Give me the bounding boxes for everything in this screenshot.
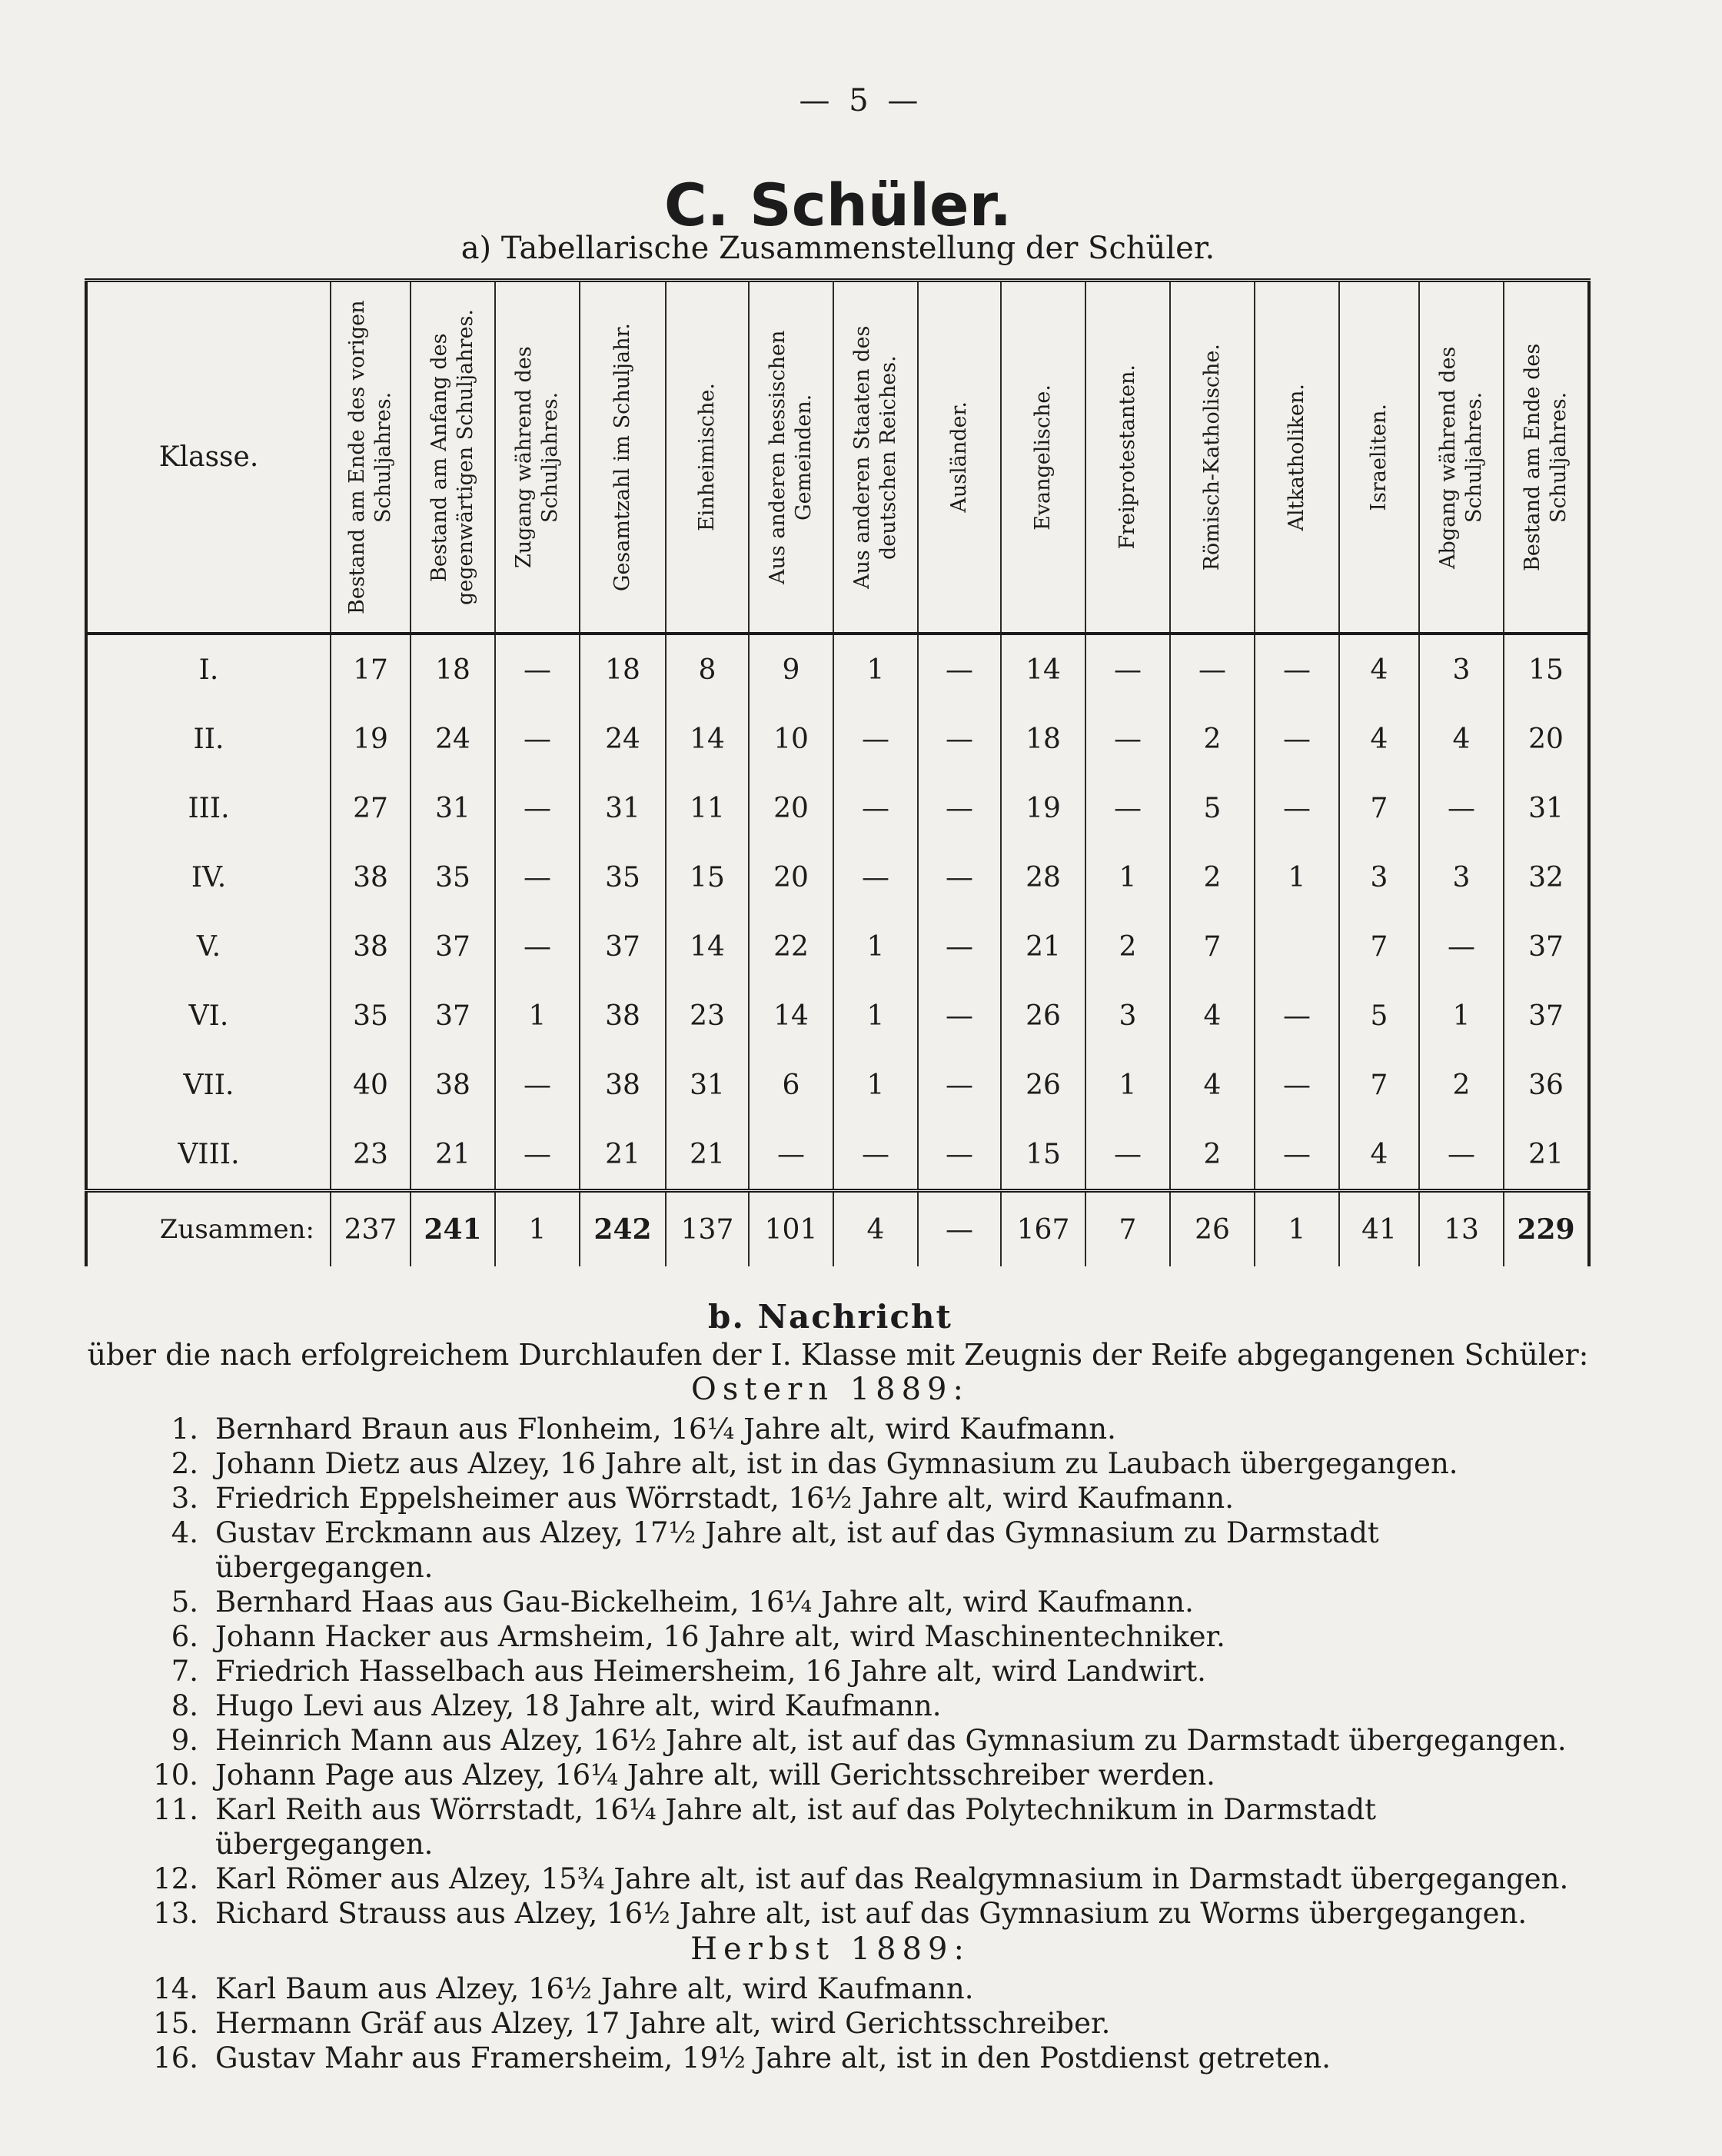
column-header: Zugang während des Schuljahres.	[495, 281, 580, 634]
table-cell: 15	[1001, 1120, 1085, 1191]
table-row	[86, 843, 1589, 912]
table-cell: 4	[833, 1191, 918, 1267]
column-header: Bestand am Ende des Schuljahres.	[1504, 281, 1589, 634]
table-cell: —	[749, 1120, 833, 1191]
table-cell: 37	[1504, 912, 1589, 981]
list-item	[0, 1619, 1584, 1654]
list-item	[0, 2006, 1584, 2041]
class-cell: Zusammen:	[86, 1191, 331, 1267]
table-cell: 31	[666, 1050, 749, 1120]
table-cell: 1	[1085, 1050, 1170, 1120]
list-item	[0, 1689, 1584, 1723]
class-cell: VIII.	[86, 1120, 331, 1191]
list-item	[0, 1585, 1584, 1619]
list-item-number: 2.	[171, 1447, 198, 1480]
list-item	[0, 1516, 1584, 1585]
table-cell: 14	[666, 704, 749, 774]
table-cell: —	[1085, 704, 1170, 774]
herbst-graduate-list	[0, 1971, 1584, 2075]
table-cell: 4	[1170, 1050, 1255, 1120]
list-item-text: Friedrich Eppelsheimer aus Wörrstadt, 16½ Jahre alt, wird Kaufmann.	[215, 1482, 1234, 1515]
class-cell: II.	[86, 704, 331, 774]
table-cell: —	[918, 704, 1001, 774]
table-cell: 237	[331, 1191, 411, 1267]
table-cell: —	[495, 704, 580, 774]
table-cell: —	[918, 843, 1001, 912]
table-cell: —	[495, 1050, 580, 1120]
table-cell: 1	[1419, 981, 1504, 1050]
table-cell: 31	[1504, 774, 1589, 843]
table-cell: —	[918, 1050, 1001, 1120]
table-cell: —	[495, 634, 580, 704]
list-item-text: Johann Hacker aus Armsheim, 16 Jahre alt, wird Maschinentechniker.	[215, 1620, 1225, 1653]
table-cell	[1255, 912, 1339, 981]
table-cell: —	[918, 1191, 1001, 1267]
table-cell: 4	[1339, 1120, 1419, 1191]
list-item	[0, 2041, 1584, 2075]
table-cell: 14	[749, 981, 833, 1050]
list-item-text: Gustav Erckmann aus Alzey, 17½ Jahre alt, ist auf das Gymnasium zu Darmstadt übergegangen.	[215, 1516, 1379, 1584]
list-item-number: 8.	[171, 1689, 198, 1722]
table-row	[86, 704, 1589, 774]
list-item-number: 9.	[171, 1724, 198, 1757]
list-item-text: Bernhard Braun aus Flonheim, 16¼ Jahre alt, wird Kaufmann.	[215, 1412, 1116, 1446]
table-cell: 3	[1419, 634, 1504, 704]
table-cell: 23	[666, 981, 749, 1050]
table-cell: —	[495, 774, 580, 843]
table-cell: —	[1419, 774, 1504, 843]
table-cell: 17	[331, 634, 411, 704]
table-cell: 4	[1170, 981, 1255, 1050]
table-cell: 37	[411, 912, 495, 981]
table-cell: 101	[749, 1191, 833, 1267]
table-cell: 15	[666, 843, 749, 912]
column-header: Einheimische.	[666, 281, 749, 634]
table-row	[86, 1120, 1589, 1191]
table-cell: 19	[331, 704, 411, 774]
column-header: Bestand am Anfang des gegenwärtigen Schuljahres.	[411, 281, 495, 634]
list-item-text: Karl Reith aus Wörrstadt, 16¼ Jahre alt, ist auf das Polytechnikum in Darmstadt übergegangen.	[215, 1793, 1377, 1861]
table-cell: 2	[1419, 1050, 1504, 1120]
table-row	[86, 1050, 1589, 1120]
class-cell: IV.	[86, 843, 331, 912]
list-item-number: 6.	[171, 1620, 198, 1653]
table-cell: 7	[1085, 1191, 1170, 1267]
column-header: Aus anderen Staaten des deutschen Reiches.	[833, 281, 918, 634]
table-cell: —	[495, 1120, 580, 1191]
table-cell: 32	[1504, 843, 1589, 912]
list-item-number: 11.	[153, 1793, 198, 1826]
section-title: C. Schüler.	[663, 171, 1012, 239]
table-row	[86, 634, 1589, 704]
table-cell: 2	[1170, 843, 1255, 912]
table-cell: 20	[749, 843, 833, 912]
page-number: — 5 —	[799, 83, 923, 118]
table-cell: 19	[1001, 774, 1085, 843]
list-item	[0, 1896, 1584, 1931]
table-cell: 5	[1339, 981, 1419, 1050]
column-header: Israeliten.	[1339, 281, 1419, 634]
table-cell: —	[1255, 774, 1339, 843]
table-cell: 7	[1339, 912, 1419, 981]
table-cell: —	[1255, 1050, 1339, 1120]
table-cell: 8	[666, 634, 749, 704]
table-cell: 37	[411, 981, 495, 1050]
column-header: Altkatholiken.	[1255, 281, 1339, 634]
table-cell: 1	[833, 912, 918, 981]
table-cell: 31	[580, 774, 666, 843]
table-cell: 2	[1170, 704, 1255, 774]
table-cell: 18	[1001, 704, 1085, 774]
table-cell: 21	[666, 1120, 749, 1191]
column-header: Bestand am Ende des vorigen Schuljahres.	[331, 281, 411, 634]
table-cell: 242	[580, 1191, 666, 1267]
list-item-text: Hugo Levi aus Alzey, 18 Jahre alt, wird Kaufmann.	[215, 1689, 942, 1722]
list-item	[0, 1481, 1584, 1516]
column-header: Evangelische.	[1001, 281, 1085, 634]
table-cell: 229	[1504, 1191, 1589, 1267]
table-cell: —	[1419, 912, 1504, 981]
list-item-text: Bernhard Haas aus Gau-Bickelheim, 16¼ Jahre alt, wird Kaufmann.	[215, 1585, 1194, 1619]
table-cell: 2	[1085, 912, 1170, 981]
list-item	[0, 1862, 1584, 1896]
table-cell: 21	[1001, 912, 1085, 981]
table-cell: 7	[1339, 774, 1419, 843]
table-cell: 38	[580, 981, 666, 1050]
table-cell: 35	[331, 981, 411, 1050]
list-item-number: 10.	[153, 1758, 198, 1792]
table-cell: 167	[1001, 1191, 1085, 1267]
table-cell: 1	[495, 981, 580, 1050]
table-cell: 3	[1085, 981, 1170, 1050]
table-cell: 26	[1170, 1191, 1255, 1267]
table-cell: 4	[1339, 704, 1419, 774]
table-cell: 35	[411, 843, 495, 912]
list-item-text: Karl Römer aus Alzey, 15¾ Jahre alt, ist auf das Realgymnasium in Darmstadt übergegangen.	[215, 1862, 1569, 1895]
list-item	[0, 1792, 1584, 1862]
list-item-number: 1.	[171, 1412, 198, 1446]
table-cell: 1	[1085, 843, 1170, 912]
table-cell: 35	[580, 843, 666, 912]
table-cell: —	[1255, 1120, 1339, 1191]
table-cell: 1	[833, 981, 918, 1050]
table-cell: —	[918, 774, 1001, 843]
list-item-number: 4.	[171, 1516, 198, 1549]
list-item-text: Johann Page aus Alzey, 16¼ Jahre alt, will Gerichtsschreiber werden.	[215, 1758, 1215, 1792]
table-cell: —	[1255, 704, 1339, 774]
table-cell: 5	[1170, 774, 1255, 843]
column-header: Gesamtzahl im Schuljahr.	[580, 281, 666, 634]
column-header-klasse: Klasse.	[86, 281, 331, 634]
list-item-number: 7.	[171, 1655, 198, 1688]
table-cell: 13	[1419, 1191, 1504, 1267]
list-item-text: Johann Dietz aus Alzey, 16 Jahre alt, ist in das Gymnasium zu Laubach übergegangen.	[215, 1447, 1458, 1480]
table-cell: —	[495, 912, 580, 981]
table-cell: 18	[580, 634, 666, 704]
table-cell: 4	[1339, 634, 1419, 704]
table-cell: 1	[833, 634, 918, 704]
table-cell: 1	[1255, 843, 1339, 912]
list-item-number: 13.	[153, 1897, 198, 1930]
table-cell: 41	[1339, 1191, 1419, 1267]
table-cell: 31	[411, 774, 495, 843]
table-cell: —	[918, 912, 1001, 981]
table-cell: 37	[1504, 981, 1589, 1050]
table-cell: 9	[749, 634, 833, 704]
list-item-number: 5.	[171, 1585, 198, 1619]
table-cell: —	[918, 981, 1001, 1050]
ostern-graduate-list	[0, 1412, 1584, 1931]
class-cell: I.	[86, 634, 331, 704]
table-cell: 7	[1339, 1050, 1419, 1120]
table-row	[86, 981, 1589, 1050]
table-cell: —	[495, 843, 580, 912]
list-item-number: 16.	[153, 2041, 198, 2074]
table-cell: 21	[1504, 1120, 1589, 1191]
table-cell: —	[918, 634, 1001, 704]
column-header: Römisch-Katholische.	[1170, 281, 1255, 634]
table-cell: —	[1085, 1120, 1170, 1191]
table-row	[86, 774, 1589, 843]
table-cell: 3	[1339, 843, 1419, 912]
list-item-number: 3.	[171, 1482, 198, 1515]
table-total-row	[86, 1191, 1589, 1267]
list-item-number: 12.	[153, 1862, 198, 1895]
column-header: Freiprotestanten.	[1085, 281, 1170, 634]
table-cell: 7	[1170, 912, 1255, 981]
table-cell: 10	[749, 704, 833, 774]
list-item-text: Friedrich Hasselbach aus Heimersheim, 16 Jahre alt, wird Landwirt.	[215, 1655, 1206, 1688]
table-cell: 27	[331, 774, 411, 843]
table-cell: 28	[1001, 843, 1085, 912]
table-cell: 21	[580, 1120, 666, 1191]
table-cell: —	[1255, 981, 1339, 1050]
table-cell: 137	[666, 1191, 749, 1267]
list-item-number: 15.	[153, 2007, 198, 2040]
class-cell: V.	[86, 912, 331, 981]
table-cell: 26	[1001, 1050, 1085, 1120]
table-subtitle: a) Tabellarische Zusammenstellung der Schüler.	[460, 231, 1215, 266]
class-cell: VII.	[86, 1050, 331, 1120]
list-item-text: Richard Strauss aus Alzey, 16½ Jahre alt, ist auf das Gymnasium zu Worms übergegangen.	[215, 1897, 1528, 1930]
student-statistics-table	[85, 278, 1591, 1266]
table-cell: 26	[1001, 981, 1085, 1050]
column-header: Ausländer.	[918, 281, 1001, 634]
table-cell: 37	[580, 912, 666, 981]
table-cell: 1	[495, 1191, 580, 1267]
table-cell: 38	[580, 1050, 666, 1120]
table-cell: —	[1170, 634, 1255, 704]
table-cell: —	[833, 704, 918, 774]
list-item-text: Gustav Mahr aus Framersheim, 19½ Jahre alt, ist in den Postdienst getreten.	[215, 2041, 1331, 2074]
table-cell: 24	[580, 704, 666, 774]
list-item	[0, 1971, 1584, 2006]
list-item-number: 14.	[153, 1972, 198, 2005]
table-cell: 38	[331, 843, 411, 912]
table-cell: —	[918, 1120, 1001, 1191]
table-cell: —	[1085, 634, 1170, 704]
table-cell: 2	[1170, 1120, 1255, 1191]
table-cell: —	[833, 774, 918, 843]
table-cell: 1	[1255, 1191, 1339, 1267]
class-cell: VI.	[86, 981, 331, 1050]
table-cell: 3	[1419, 843, 1504, 912]
nachricht-title: b. Nachricht	[708, 1298, 952, 1336]
table-cell: 36	[1504, 1050, 1589, 1120]
table-cell: 20	[749, 774, 833, 843]
table-cell: 40	[331, 1050, 411, 1120]
table-cell: 24	[411, 704, 495, 774]
nachricht-subtitle: über die nach erfolgreichem Durchlaufen der I. Klasse mit Zeugnis der Reife abgegangenen Schüler:	[87, 1338, 1589, 1372]
herbst-heading: Herbst 1889:	[690, 1931, 970, 1967]
table-cell: —	[833, 1120, 918, 1191]
table-cell: 23	[331, 1120, 411, 1191]
list-item-text: Karl Baum aus Alzey, 16½ Jahre alt, wird Kaufmann.	[215, 1972, 974, 2005]
column-header: Abgang während des Schuljahres.	[1419, 281, 1504, 634]
table-cell: 38	[411, 1050, 495, 1120]
list-item-text: Heinrich Mann aus Alzey, 16½ Jahre alt, ist auf das Gymnasium zu Darmstadt übergegangen.	[215, 1724, 1567, 1757]
table-cell: —	[1419, 1120, 1504, 1191]
table-cell: 15	[1504, 634, 1589, 704]
ostern-heading: Ostern 1889:	[691, 1372, 969, 1407]
list-item	[0, 1654, 1584, 1689]
table-cell: 18	[411, 634, 495, 704]
table-cell: 20	[1504, 704, 1589, 774]
table-cell: 241	[411, 1191, 495, 1267]
list-item	[0, 1758, 1584, 1792]
table-cell: —	[1085, 774, 1170, 843]
table-cell: 11	[666, 774, 749, 843]
column-header: Aus anderen hessischen Gemeinden.	[749, 281, 833, 634]
list-item-text: Hermann Gräf aus Alzey, 17 Jahre alt, wird Gerichtsschreiber.	[215, 2007, 1111, 2040]
list-item	[0, 1723, 1584, 1758]
table-cell: 22	[749, 912, 833, 981]
table-row	[86, 912, 1589, 981]
table-cell: 14	[666, 912, 749, 981]
table-cell: 1	[833, 1050, 918, 1120]
table-header-row	[86, 281, 1589, 634]
table-cell: 21	[411, 1120, 495, 1191]
table-cell: —	[833, 843, 918, 912]
table-cell: —	[1255, 634, 1339, 704]
list-item	[0, 1412, 1584, 1446]
list-item	[0, 1446, 1584, 1481]
table-cell: 38	[331, 912, 411, 981]
table-cell: 6	[749, 1050, 833, 1120]
table-cell: 4	[1419, 704, 1504, 774]
class-cell: III.	[86, 774, 331, 843]
table-cell: 14	[1001, 634, 1085, 704]
